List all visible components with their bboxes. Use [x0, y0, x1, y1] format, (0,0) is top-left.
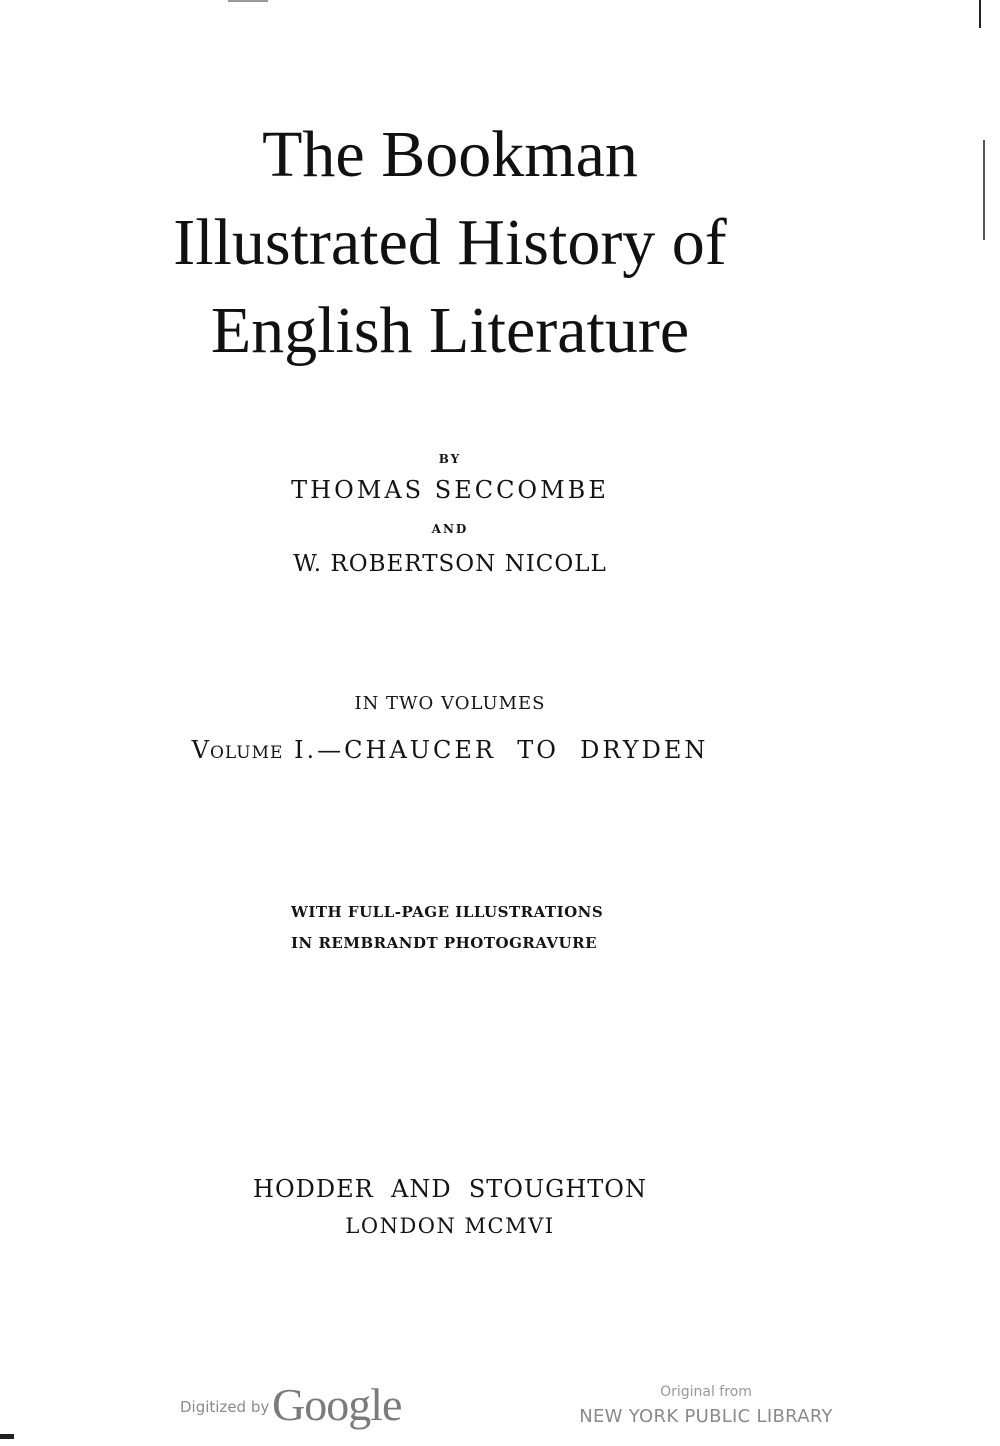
- publisher: HODDER AND STOUGHTON: [253, 1175, 647, 1203]
- and-label: AND: [431, 522, 469, 536]
- volume-initial: V: [191, 736, 210, 764]
- title-line-1: The Bookman: [262, 118, 638, 191]
- library-name: NEW YORK PUBLIC LIBRARY: [579, 1406, 833, 1427]
- scan-edge-mark: [979, 0, 981, 28]
- place-date: LONDON MCMVI: [345, 1214, 555, 1238]
- original-from-label: Original from: [660, 1384, 752, 1400]
- scan-edge-mark: [228, 0, 268, 2]
- scan-edge-mark: [983, 140, 985, 240]
- by-label: BY: [438, 452, 462, 466]
- digitized-by-label: Digitized by: [180, 1398, 270, 1416]
- title-line-2: Illustrated History of: [173, 206, 727, 279]
- illustrations-line-2: IN REMBRANDT PHOTOGRAVURE: [291, 934, 598, 952]
- google-logo: Google: [272, 1379, 402, 1430]
- scan-edge-mark: [0, 1434, 14, 1439]
- title-line-3: English Literature: [210, 294, 690, 367]
- volumes-intro: IN TWO VOLUMES: [354, 693, 546, 714]
- volume-title: [0, 736, 900, 764]
- author-seccombe: THOMAS SECCOMBE: [291, 476, 609, 504]
- author-nicoll: W. ROBERTSON NICOLL: [293, 551, 607, 577]
- volume-word-rest: OLUME: [209, 743, 284, 763]
- illustrations-line-1: WITH FULL-PAGE ILLUSTRATIONS: [291, 903, 604, 921]
- volume-name: I.—CHAUCER TO DRYDEN: [283, 736, 709, 764]
